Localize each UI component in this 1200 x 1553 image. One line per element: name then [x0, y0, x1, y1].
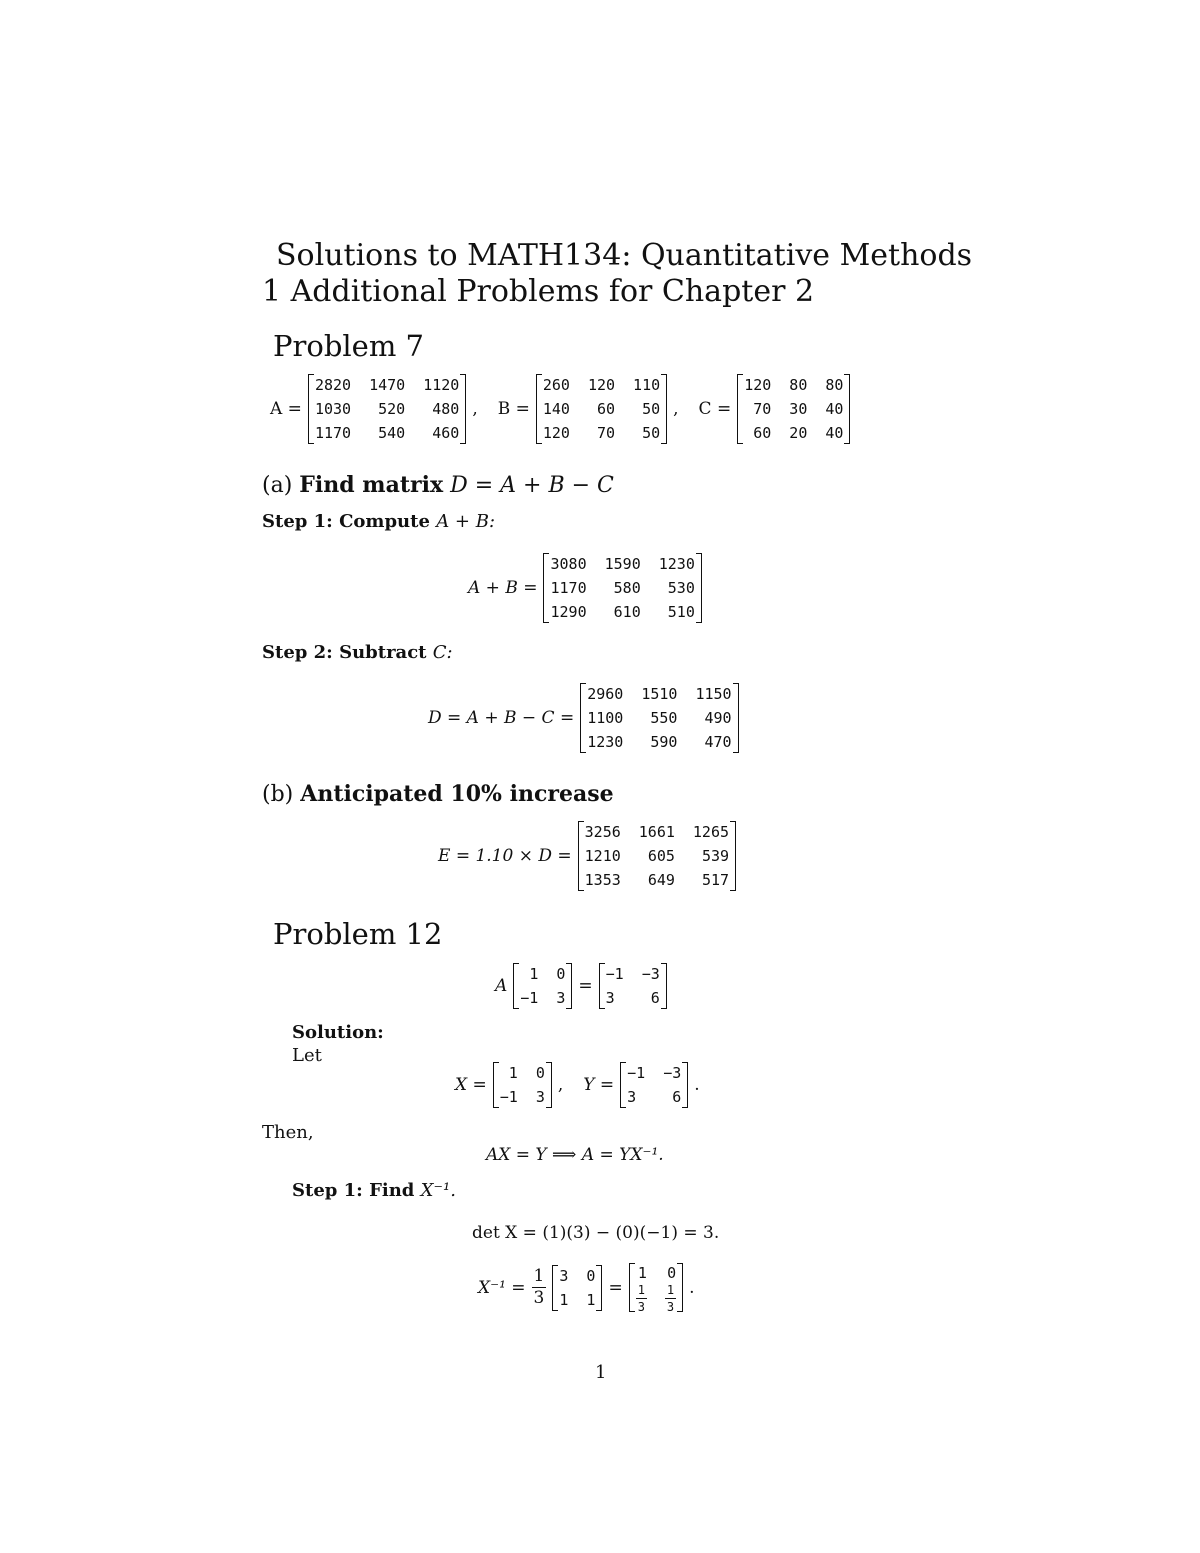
matrix-cell: 40 [825, 400, 844, 418]
comma: , [472, 399, 478, 419]
matrix-cell: 0 [556, 965, 566, 983]
matrix-cell: 1210 [584, 847, 621, 865]
matrix-cell: 1353 [584, 871, 621, 889]
a-plus-b-label: A + B = [468, 578, 538, 598]
adjugate-matrix [552, 1264, 602, 1312]
matrix-cell: −3 [641, 965, 660, 983]
fraction [636, 1284, 647, 1313]
step-label: Step 1: [292, 1180, 363, 1201]
matrix-cell: 490 [704, 709, 732, 727]
matrix-cell: 1230 [658, 555, 695, 573]
lhs-matrix [513, 962, 572, 1010]
matrix-cell: 1 [529, 965, 539, 983]
step-text: Subtract [339, 642, 427, 663]
step-expression: C: [432, 642, 453, 663]
document-title-line-1: Solutions to MATH134: Quantitative Methods [276, 238, 973, 273]
part-a-text: Find matrix [299, 472, 444, 498]
matrix-cell: 3 [556, 989, 566, 1007]
matrix-cell: 140 [542, 400, 570, 418]
matrix-cell: 480 [432, 400, 460, 418]
problem-7-heading: Problem 7 [273, 329, 425, 363]
matrix-c-label: C = [698, 399, 732, 419]
fraction-one-third [532, 1268, 547, 1307]
matrix-cell: 550 [650, 709, 678, 727]
step-1-compute [262, 511, 495, 532]
matrix-cell: 60 [753, 424, 772, 442]
matrix-cell: 460 [432, 424, 460, 442]
cell [636, 1284, 647, 1313]
fraction-denominator: 3 [637, 1300, 645, 1314]
fraction-denominator: 3 [533, 1288, 545, 1308]
cell: 0 [667, 1264, 677, 1282]
step-label: Step 1: [262, 511, 333, 532]
matrix-cell: 6 [650, 989, 660, 1007]
document-title-line-2: 1 Additional Problems for Chapter 2 [262, 274, 815, 309]
matrix-cell: 1170 [550, 579, 587, 597]
matrix-cell: 120 [744, 376, 772, 394]
step-text: Find [369, 1180, 415, 1201]
matrix-cell: 50 [642, 400, 661, 418]
matrix-a-plus-b [543, 552, 701, 624]
matrix-cell: 580 [613, 579, 641, 597]
matrix-cell: 649 [647, 871, 675, 889]
matrix-cell: 590 [650, 733, 678, 751]
matrix-cell: 0 [586, 1266, 596, 1285]
matrix-cell: 40 [825, 424, 844, 442]
matrix-cell: 1120 [423, 376, 460, 394]
fraction-denominator: 3 [666, 1300, 675, 1314]
part-a-expression: D = A + B − C [450, 473, 614, 498]
matrix-b [536, 373, 667, 445]
implication-text: AX = Y ⟹ A = YX⁻¹. [486, 1145, 664, 1165]
matrix-a-label: A = [270, 399, 302, 419]
matrix-cell: 3080 [550, 555, 587, 573]
matrix-cell: 120 [542, 424, 570, 442]
matrix-cell: 1 [508, 1064, 518, 1082]
step-text: Compute [339, 511, 430, 532]
matrix-cell: 610 [613, 603, 641, 621]
step-label: Step 2: [262, 642, 333, 663]
matrix-cell: 540 [378, 424, 406, 442]
matrix-cell: 70 [596, 424, 616, 442]
page-number: 1 [595, 1362, 607, 1383]
matrix-cell: 80 [825, 376, 844, 394]
rhs-matrix [599, 962, 667, 1010]
matrix-cell: 520 [378, 400, 406, 418]
determinant-text: det X = (1)(3) − (0)(−1) = 3. [472, 1223, 720, 1243]
problem-12-heading: Problem 12 [273, 917, 443, 951]
matrix-d-equation [428, 682, 745, 754]
matrix-cell: 1 [559, 1290, 569, 1309]
matrix-cell: 2820 [314, 376, 352, 394]
matrix-cell: 80 [789, 376, 808, 394]
matrix-cell: 1661 [638, 823, 675, 841]
matrix-cell: 30 [789, 400, 808, 418]
matrix-cell: 470 [704, 733, 732, 751]
step-2-subtract [262, 642, 453, 663]
matrix-cell: 539 [701, 847, 730, 865]
y-label: Y = [583, 1075, 615, 1095]
matrix-y [620, 1061, 688, 1109]
implication [486, 1145, 664, 1165]
period: . [689, 1277, 695, 1298]
matrix-c [737, 373, 850, 445]
matrix-cell: 517 [701, 871, 730, 889]
fraction-numerator: 1 [666, 1283, 675, 1297]
matrix-cell: 1470 [369, 376, 406, 394]
equals-sign: = [608, 1277, 623, 1298]
part-b-label: (b) [262, 782, 294, 807]
matrix-b-label: B = [497, 399, 530, 419]
matrix-e-equation [438, 820, 742, 892]
x-inverse-matrix [629, 1262, 683, 1313]
matrix-cell: −1 [627, 1064, 646, 1082]
part-b-text: Anticipated 10% increase [300, 781, 614, 807]
cell [665, 1284, 676, 1313]
fraction [665, 1284, 676, 1313]
fraction-numerator: 1 [637, 1283, 645, 1297]
matrix-cell: 1590 [604, 555, 641, 573]
let-text: Let [292, 1045, 322, 1066]
matrix-cell: 3 [535, 1088, 545, 1106]
comma: , [673, 399, 679, 419]
matrix-cell: 110 [633, 376, 661, 394]
matrix-cell: 605 [647, 847, 675, 865]
matrix-cell: 1030 [314, 400, 352, 418]
matrix-cell: 0 [535, 1064, 545, 1082]
matrix-cell: −1 [499, 1088, 518, 1106]
comma: , [557, 1075, 564, 1095]
matrix-cell: 60 [596, 400, 616, 418]
solution-label: Solution: [292, 1022, 384, 1043]
matrix-cell: 1100 [587, 709, 624, 727]
matrix-x [493, 1061, 552, 1109]
x-y-definition [455, 1061, 700, 1109]
matrix-cell: 3 [627, 1088, 637, 1106]
matrix-e [578, 820, 736, 892]
problem-7-matrices [270, 373, 856, 445]
matrix-cell: 1 [586, 1290, 596, 1309]
matrix-cell: 20 [789, 424, 808, 442]
step-1-find-inverse [292, 1180, 456, 1201]
matrix-a [308, 373, 466, 445]
step-expression: X⁻¹. [420, 1180, 456, 1201]
x-label: X = [455, 1075, 487, 1095]
matrix-d [580, 682, 738, 754]
matrix-cell: 1150 [695, 685, 732, 703]
cell: 1 [637, 1264, 647, 1282]
matrix-a-symbol: A [495, 976, 508, 996]
matrix-cell: 2960 [587, 685, 624, 703]
matrix-cell: 120 [587, 376, 616, 394]
matrix-cell: 1510 [641, 685, 678, 703]
a-plus-b-equation [468, 552, 708, 624]
matrix-cell: 6 [672, 1088, 682, 1106]
part-a-label: (a) [262, 473, 293, 498]
matrix-cell: 3 [605, 989, 615, 1007]
x-inverse-equation [478, 1262, 695, 1313]
matrix-cell: 1290 [550, 603, 587, 621]
equals-sign: = [578, 976, 593, 996]
matrix-cell: 70 [753, 400, 772, 418]
determinant-line [472, 1223, 719, 1243]
problem-12-equation [495, 962, 673, 1010]
matrix-cell: 510 [667, 603, 695, 621]
period: . [694, 1075, 700, 1095]
step-expression: A + B: [436, 511, 496, 532]
matrix-cell: −1 [605, 965, 624, 983]
matrix-cell: 3 [559, 1266, 569, 1285]
matrix-e-label: E = 1.10 × D = [438, 846, 572, 866]
matrix-cell: 260 [542, 376, 570, 394]
fraction-numerator: 1 [533, 1266, 545, 1286]
matrix-cell: 530 [667, 579, 695, 597]
matrix-cell: 1265 [692, 823, 730, 841]
x-inverse-label: X⁻¹ = [478, 1277, 526, 1298]
matrix-cell: 1230 [587, 733, 624, 751]
matrix-cell: 50 [642, 424, 661, 442]
matrix-cell: −1 [520, 989, 539, 1007]
then-text: Then, [262, 1122, 314, 1143]
matrix-cell: 3256 [584, 823, 621, 841]
matrix-d-label: D = A + B − C = [428, 708, 575, 728]
matrix-cell: −3 [663, 1064, 682, 1082]
matrix-cell: 1170 [314, 424, 352, 442]
part-b-heading [262, 781, 614, 807]
part-a-heading [262, 472, 614, 498]
